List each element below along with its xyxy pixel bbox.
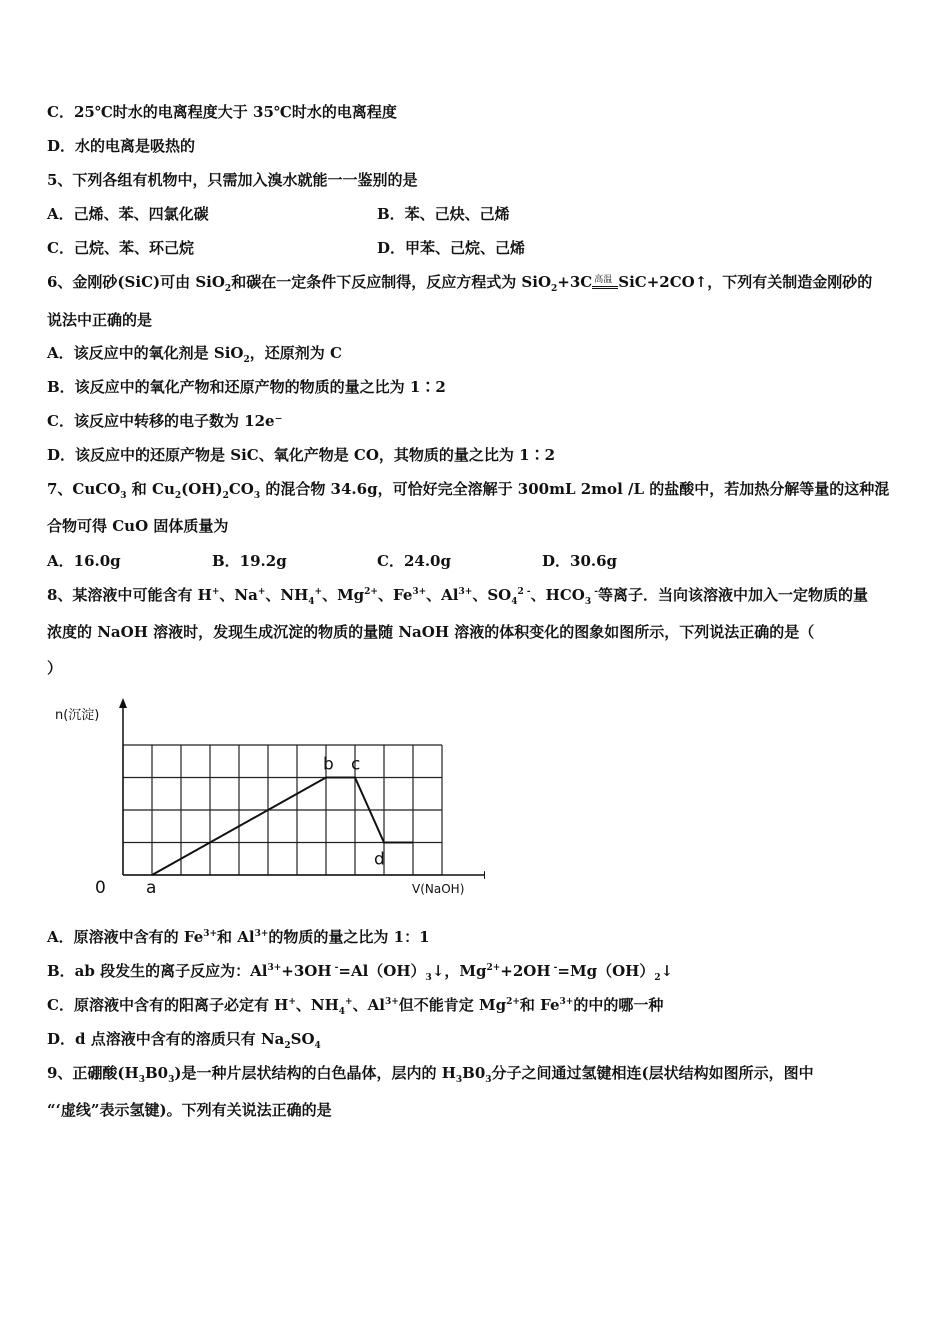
point-label-c: c	[351, 754, 361, 775]
q9-stem-cont: “‘虚线”表示氢键)。下列有关说法正确的是	[47, 1101, 332, 1119]
q4-option-c: C．25℃时水的电离程度大于 35℃时水的电离程度	[47, 103, 397, 121]
q7-option-a: A．16.0g	[47, 552, 121, 570]
q8-stem: 8、某溶液中可能含有 H+、Na+、$NH_4^+$、$Mg^{2+}$、$Fe^{3+}$、$Al^{3+}$、$SO_4^{2 -}$、$HCO_3$ -等离子．当向该溶液中加入一定物质的量	[47, 586, 868, 607]
chart-labels	[55, 707, 464, 898]
q7-option-c: C．24.0g	[377, 552, 451, 570]
q5-option-b: B．苯、己炔、己烯	[377, 205, 510, 223]
precipitate-chart	[55, 695, 485, 905]
q6-option-c: C．该反应中转移的电子数为 12e⁻	[47, 412, 283, 430]
q6-stem-cont: 说法中正确的是	[47, 311, 153, 329]
q6-option-a: A．该反应中的氧化剂是 SiO$_2$，还原剂为 C	[47, 344, 342, 365]
q8-stem-cont2: ）	[47, 659, 63, 677]
q8-stem-cont: 浓度的 NaOH 溶液时，发现生成沉淀的物质的量随 NaOH 溶液的体积变化的图象如图所示，下列说法正确的是（	[47, 623, 815, 641]
q8-option-a: A．原溶液中含有的 $Fe^{3+}$和 $Al^{3+}$的物质的量之比为 1：1	[47, 928, 430, 946]
q5-option-d: D．甲苯、己烷、己烯	[377, 239, 526, 257]
q5-option-a: A．己烯、苯、四氯化碳	[47, 205, 209, 223]
q8-option-d: D．d 点溶液中含有的溶质只有 $Na_2SO_4$	[47, 1030, 321, 1051]
point-label-a: a	[146, 878, 157, 898]
y-axis-label: n(沉淀)	[55, 708, 100, 723]
origin-label: 0	[95, 878, 106, 898]
chart-axes	[119, 698, 485, 879]
q9-stem: 9、正硼酸$(H_3B0_3)$是一种片层状结构的白色晶体，层内的 $H_3B0_3$分子之间通过氢键相连(层状结构如图所示，图中	[47, 1064, 814, 1085]
q6-option-d: D．该反应中的还原产物是 SiC、氧化产物是 CO，其物质的量之比为 1∶2	[47, 446, 556, 464]
x-axis-label: V(NaOH)	[412, 882, 465, 896]
q8-option-c: C．原溶液中含有的阳离子必定有 H+、$NH_4^+$、$Al^{3+}$但不能肯定 $Mg^{2+}$和 $Fe^{3+}$的中的哪一种	[47, 996, 664, 1017]
chart-grid	[123, 745, 442, 875]
x-axis-arrow	[484, 871, 485, 879]
q6-stem: 6、金刚砂(SiC)可由 SiO$_2$和碳在一定条件下反应制得，反应方程式为 SiO$_2$+3C 高温 SiC+2CO↑，下列有关制造金刚砂的	[47, 273, 873, 294]
q4-option-d: D．水的电离是吸热的	[47, 137, 196, 155]
reaction-condition: 高温	[592, 272, 618, 292]
y-axis-arrow	[119, 698, 127, 708]
q5-option-c: C．己烷、苯、环己烷	[47, 239, 194, 257]
q7-stem: 7、CuCO$_3$ 和 $Cu_2(OH)_2CO_3$ 的混合物 34.6g，可恰好完全溶解于 300mL 2mol /L 的盐酸中，若加热分解等量的这种混	[47, 480, 890, 501]
q8-option-b: B．ab 段发生的离子反应为：$Al^{3+}+3OH$ $^-=Al(OH)_3↓$，$Mg^{2+}+2OH$ $^-=Mg(OH)_2↓$	[47, 962, 674, 983]
point-label-b: b	[323, 754, 334, 775]
q7-option-b: B．19.2g	[212, 552, 287, 570]
q6-option-b: B．该反应中的氧化产物和还原产物的物质的量之比为 1∶2	[47, 378, 446, 396]
q7-option-d: D．30.6g	[542, 552, 618, 570]
q7-stem-cont: 合物可得 CuO 固体质量为	[47, 517, 229, 535]
point-label-d: d	[374, 849, 385, 870]
q5-stem: 5、下列各组有机物中，只需加入溴水就能一一鉴别的是	[47, 171, 418, 189]
